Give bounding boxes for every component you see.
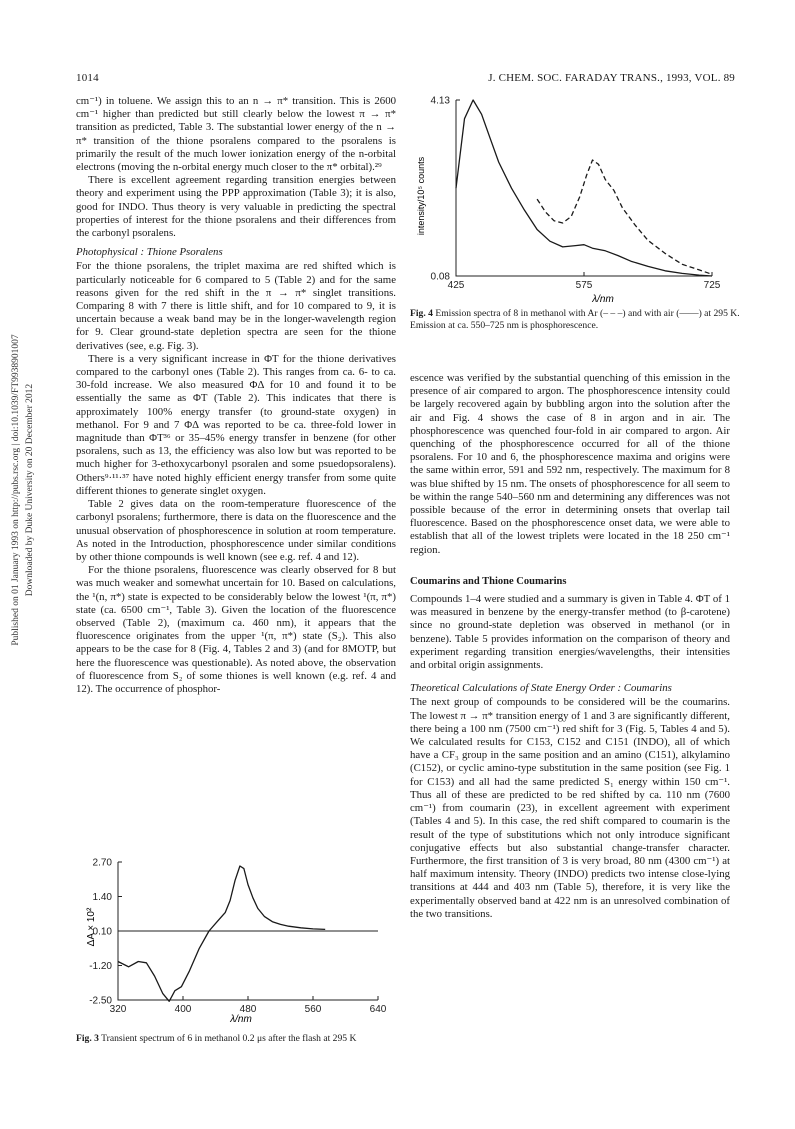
x-tick-label: 560 — [304, 1004, 322, 1015]
side-note-line-1: Published on 01 January 1993 on http://pubs.rsc.org | doi:10.1039/FT9938901007 — [11, 334, 21, 646]
figure-3 — [76, 850, 396, 1045]
paragraph: There is a very significant increase in ΦT for the thione derivatives compared to the carbonyl ones (Table 2). This ranges from ca. 6- to ca. 30-fold increase. We also measured ΦΔ for 10 and found it to be essentially the same as ΦT (Table 2). This indicates that there is approximately 100% energy transfer (to ground-state oxygen) in methanol. For 9 and 7 ΦΔ was reported to be ca. three-fold lower in magnitude than ΦT³⁶ or 35–45% energy transfer in benzene (for other psoralens, such as 13, the efficiency was also low but was reported to be much higher for 3-ethoxycarbonyl psoralen and some psuedopsoralens). Others⁹·¹¹·³⁷ have noted highly efficient energy transfer from some quite different thiones to generate singlet oxygen. — [76, 352, 396, 497]
paragraph: The next group of compounds to be considered will be the coumarins. The lowest π → π* transition energy of 1 and 3 are significantly different, there being a 100 nm (7500 cm⁻¹) red shift for 3 (Fig. 5, Tables 4 and 5). We calculated results for C153, C152 and C151 (INDO), all of which have a CF₃ group in the same position and an amino (C151), alkylamino (C152), or cyclic amino-type substitution in the same position (see Fig. 1 for C153) and all had the same predicted S₁ energy within 150 cm⁻¹. Thus all of these are predicted to be red shifted by ca. 110 nm (7600 cm⁻¹) from coumarin (23), in excellent agreement with experiment (Tables 4 and 5). In this case, the red shift compared to coumarin is the result of the type of substitutions which not only introduce significant conjugative effects but also substantial change-transfer character. Furthermore, the first transition of 3 is very broad, 80 nm (4300 cm⁻¹) at half maximum intensity. Theory (INDO) predicts two intense close-lying transitions at 444 and 403 nm (Table 5), therefore, it is very like the experimentally observed band at 422 nm is an unresolved combination of the two transitions. — [410, 696, 730, 920]
x-tick-label: 480 — [239, 1004, 257, 1015]
y-axis-label: intensity/10⁵ counts — [416, 156, 426, 236]
series-line-ar — [537, 160, 712, 274]
download-note — [3, 300, 43, 680]
right-column — [410, 372, 730, 921]
figure-3-caption — [76, 1033, 396, 1045]
x-axis-label: λ/nm — [592, 294, 614, 305]
series-line — [118, 866, 325, 1001]
plot-axes — [456, 100, 712, 276]
side-note-line-2: Downloaded by Duke University on 20 December 2012 — [25, 383, 35, 597]
section-heading: Photophysical : Thione Psoralens — [76, 246, 223, 259]
paragraph: Table 2 gives data on the room-temperature fluorescence of the carbonyl psoralens; furthermore, there is data on the fluorescence and the unusual observation of phosphorescence in solution at room temperature. As noted in the Introduction, phosphorescence under similar conditions by other thione compounds is well known (see e.g. ref. 4 and 12). — [76, 498, 396, 563]
x-tick-label: 640 — [369, 1004, 387, 1015]
left-column — [76, 95, 396, 696]
x-axis-label: λ/nm — [230, 1014, 252, 1025]
paragraph: escence was verified by the substantial quenching of this emission in the presence of air compared to argon. The phosphorescence intensity could be largely recovered again by bubbling argon into the solution after the air and Fig. 4 shows the case of 8 in argon and in air. The phosphorescence was quenched four-fold in air compared to argon. Air quenching of the phosphorescence occurred for all of the thione psoralens. For 10 and 6, the phosphorescence maxima and origins were the same within error, 591 and 592 nm, respectively. The maximum for 8 was blue shifted by 15 nm. The onsets of phosphorescence for all seem to be within the range 540–560 nm and determining any differences was not possible because of the error in determining onsets that overlap tail fluorescence. Based on the phosphorescence onset data, we were able to establish that all of the lowest triplets were located in the 18 250 cm⁻¹ region. — [410, 372, 730, 556]
x-tick-label: 425 — [447, 280, 465, 291]
y-tick-label: -1.20 — [89, 961, 112, 972]
caption-text: Transient spectrum of 6 in methanol 0.2 μs after the flash at 295 K — [101, 1033, 357, 1044]
x-tick-label: 575 — [575, 280, 593, 291]
section-heading: Coumarins and Thione Coumarins — [410, 575, 567, 587]
y-tick-label: 1.40 — [92, 892, 112, 903]
page-number: 1014 — [76, 72, 99, 84]
paragraph: Compounds 1–4 were studied and a summary is given in Table 4. ΦT of 1 was measured in benzene by the energy-transfer method (to β-carotene) since no ground-state depletion was observed in methanol (or in benzene). Table 5 provides information on the comparison of theory and experiment regarding transition energies/wavelengths, their intensities and orbital origin assignments. — [410, 593, 730, 672]
x-tick-label: 320 — [109, 1004, 127, 1015]
figure-4-chart — [410, 92, 740, 312]
y-tick-label: 0.08 — [430, 271, 450, 283]
y-tick-label: 0.10 — [92, 926, 112, 938]
paragraph: There is excellent agreement regarding transition energies between theory and experiment using the PPP approximation (Table 3); it is also, good for INDO. Thus theory is very valuable in predicting the spectral properties of interest for the thione psoralens and their differences from the carbonyl psoralens. — [76, 174, 396, 240]
x-tick-label: 725 — [703, 280, 721, 291]
series-line-air — [456, 100, 712, 276]
figure-3-chart — [76, 850, 396, 1045]
journal-header: J. CHEM. SOC. FARADAY TRANS., 1993, VOL. 89 — [488, 72, 735, 84]
caption-label: Fig. 4 — [410, 308, 433, 319]
paragraph: For the thione psoralens, the triplet maxima are red shifted which is particularly noticeable for 6 compared to 5 (Table 2) and for the same reasons given for the red shift in the π → π* singlet transitions. Comparing 8 with 7 there is little shift, and for 10 compared to 9, it is uncertain because a weak band may be in the longer-wavelength region for 9. Clear ground-state depletion spectra are seen for the thione derivatives (see, e.g. Fig. 3). — [76, 260, 396, 352]
paragraph: For the thione psoralens, fluorescence was clearly observed for 8 but was much weaker and somewhat uncertain for 10. Based on calculations, the ¹(n, π*) state is expected to be considerably below the lowest ¹(π, π*) state (ca. 6500 cm⁻¹, Table 3). Given the location of the fluorescence observed (Table 2), (maximum ca. 460 nm), it appears that the fluorescence originates from the upper ¹(π, π*) state (S₂). This also appears to be the case for 8 (Fig. 4, Tables 2 and 3) (and for 8MOTP, but here the fluorescence was questionable). As noted above, the observation of fluorescence from S₂ of some thiones is well known (e.g. ref. 4 and 12). The occurrence of phosphor- — [76, 564, 396, 695]
figure-4-caption — [410, 308, 740, 331]
caption-label: Fig. 3 — [76, 1033, 99, 1044]
paragraph: cm⁻¹) in toluene. We assign this to an n → π* transition. This is 2600 cm⁻¹ higher than predicted but still clearly below the lowest π → π* transition as predicted, Table 3. The substantial lower energy of the n → π* transition of the thione psoralens compared to the psoralens is primarily the result of the much lower ionization energy of the n-orbital electrons (moving the n-orbital energy much closer to the π* orbital).²⁹ — [76, 95, 396, 174]
y-tick-label: 2.70 — [92, 857, 112, 869]
x-tick-label: 400 — [174, 1004, 192, 1015]
figure-4 — [410, 92, 740, 312]
y-tick-label: 4.13 — [430, 95, 450, 107]
y-tick-label: -2.50 — [89, 995, 112, 1007]
caption-text: Emission spectra of 8 in methanol with Ar (– – –) and with air (——) at 295 K. Emission at ca. 550–725 nm is phosphorescence. — [410, 308, 740, 331]
section-heading: Theoretical Calculations of State Energy Order : Coumarins — [410, 682, 672, 695]
y-axis-label: ΔA × 10² — [86, 907, 97, 947]
